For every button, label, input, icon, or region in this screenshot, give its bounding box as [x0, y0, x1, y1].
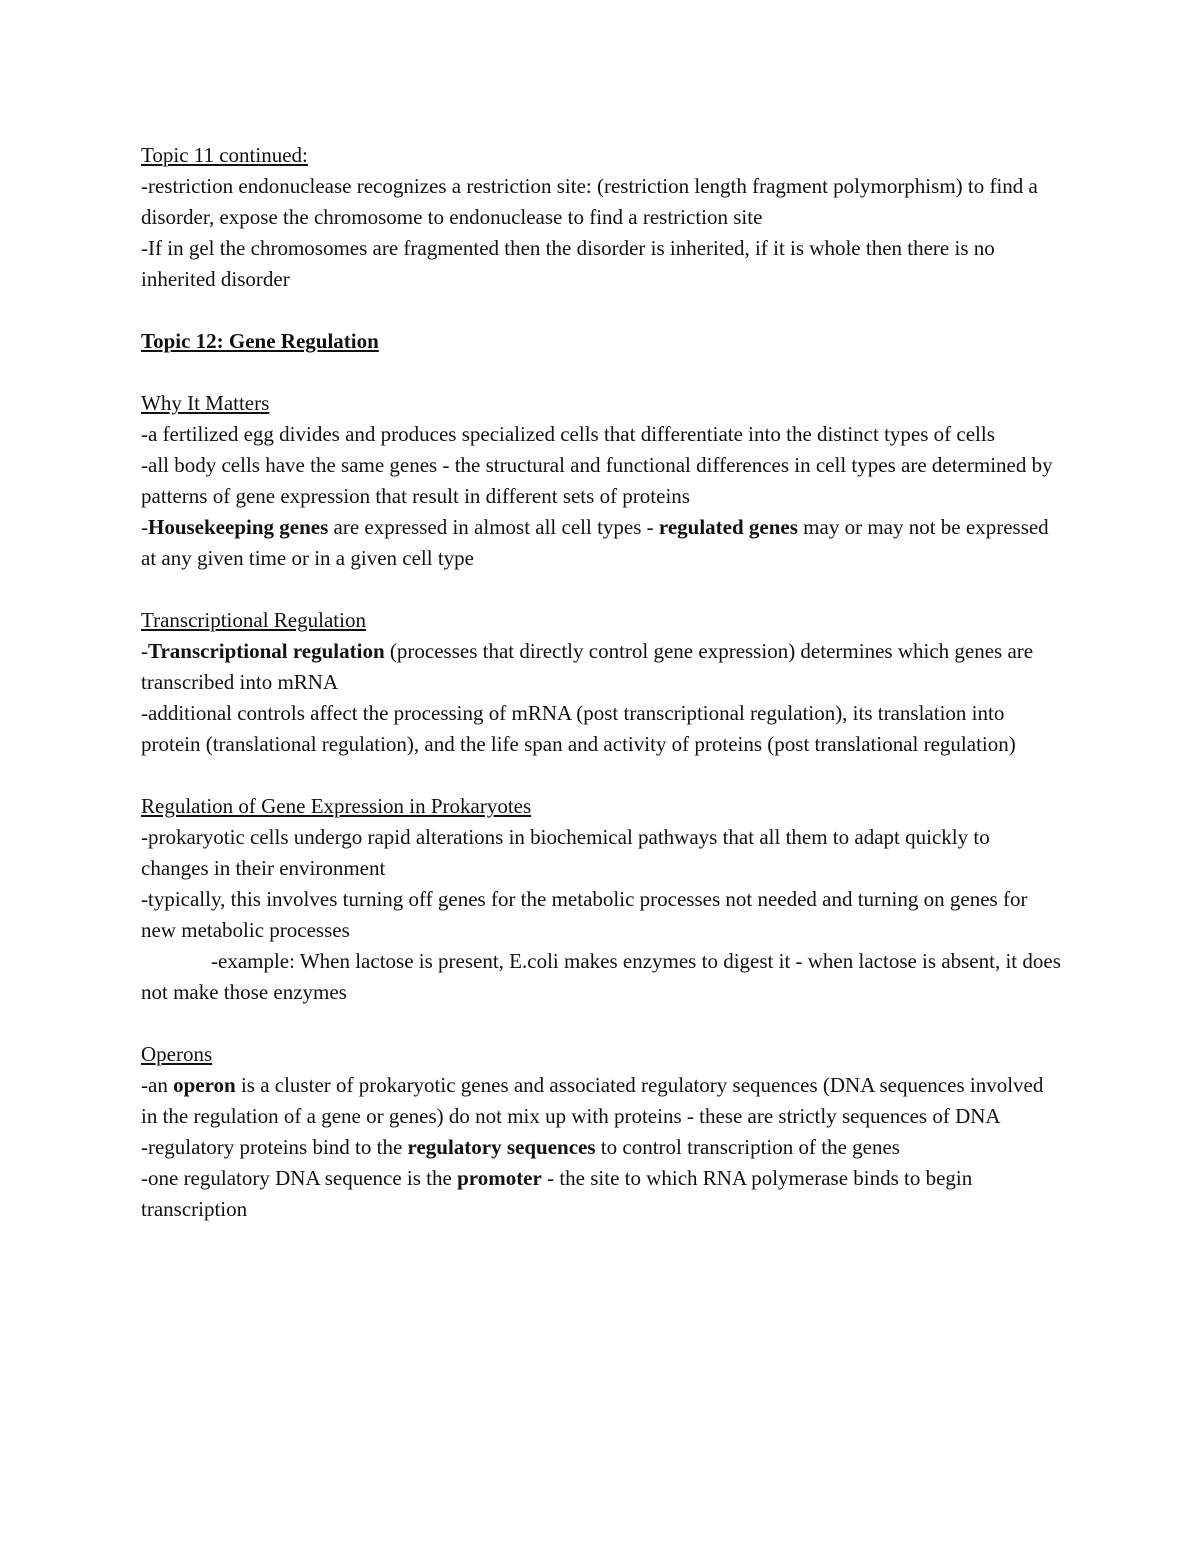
transcriptional-regulation-heading: Transcriptional Regulation: [141, 608, 366, 632]
spacer: [141, 295, 1061, 326]
why-paragraph-1: -a fertilized egg divides and produces specialized cells that differentiate into the distinct types of cells: [141, 422, 995, 446]
term-housekeeping-genes: Housekeeping genes: [148, 515, 329, 539]
operons-paragraph-3: [141, 1163, 1061, 1225]
text-run: is a cluster of prokaryotic genes and associated regulatory sequences (DNA sequences involved in the regulation of a gene or genes) do not mix up with proteins - these are strictly sequences of DNA: [141, 1073, 1044, 1128]
why-paragraph-2: -all body cells have the same genes - the structural and functional differences in cell types are determined by patterns of gene expression that result in different sets of proteins: [141, 453, 1053, 508]
spacer: [141, 760, 1061, 791]
text-run: -regulatory proteins bind to the: [141, 1135, 408, 1159]
text-run: to control transcription of the genes: [595, 1135, 900, 1159]
topic11-heading: Topic 11 continued:: [141, 143, 308, 167]
transcriptional-paragraph-2: -additional controls affect the processing of mRNA (post transcriptional regulation), its translation into protein (translational regulation), and the life span and activity of proteins (post translational regulation): [141, 701, 1016, 756]
text-run: - the site to which RNA polymerase binds to begin transcription: [141, 1166, 973, 1221]
operons-heading: Operons: [141, 1042, 213, 1066]
term-promoter: promoter: [457, 1166, 542, 1190]
text-run: are expressed in almost all cell types -: [328, 515, 659, 539]
operons-paragraph-1: [141, 1070, 1061, 1132]
topic12-title: Topic 12: Gene Regulation: [141, 329, 379, 353]
text-run: may or may not be expressed at any given time or in a given cell type: [141, 515, 1049, 570]
text-run: -: [141, 515, 148, 539]
term-operon: operon: [173, 1073, 236, 1097]
text-run: -: [141, 639, 148, 663]
prokaryotes-heading: Regulation of Gene Expression in Prokaryotes: [141, 794, 532, 818]
why-it-matters-heading: Why It Matters: [141, 391, 270, 415]
document-page: [141, 140, 1061, 1225]
prokaryotes-example: -example: When lactose is present, E.coli makes enzymes to digest it - when lactose is absent, it does not make those enzymes: [141, 949, 1061, 1004]
prokaryotes-paragraph-2: -typically, this involves turning off genes for the metabolic processes not needed and turning on genes for new metabolic processes: [141, 887, 1028, 942]
text-run: (processes that directly control gene expression) determines which genes are transcribed into mRNA: [141, 639, 1034, 694]
topic11-paragraph-2: -If in gel the chromosomes are fragmented then the disorder is inherited, if it is whole then there is no inherited disorder: [141, 236, 995, 291]
spacer: [141, 357, 1061, 388]
prokaryotes-paragraph-1: -prokaryotic cells undergo rapid alterations in biochemical pathways that all them to adapt quickly to changes in their environment: [141, 825, 990, 880]
text-run: -an: [141, 1073, 174, 1097]
term-regulated-genes: regulated genes: [658, 515, 798, 539]
term-transcriptional-regulation: Transcriptional regulation: [148, 639, 385, 663]
term-regulatory-sequences: regulatory sequences: [407, 1135, 596, 1159]
topic11-paragraph-1: -restriction endonuclease recognizes a restriction site: (restriction length fragment polymorphism) to find a disorder, expose the chromosome to endonuclease to find a restriction site: [141, 174, 1038, 229]
text-run: -one regulatory DNA sequence is the: [141, 1166, 458, 1190]
operons-paragraph-2: [141, 1132, 1061, 1163]
why-paragraph-3: [141, 512, 1061, 574]
transcriptional-paragraph-1: [141, 636, 1061, 698]
spacer: [141, 1008, 1061, 1039]
spacer: [141, 574, 1061, 605]
